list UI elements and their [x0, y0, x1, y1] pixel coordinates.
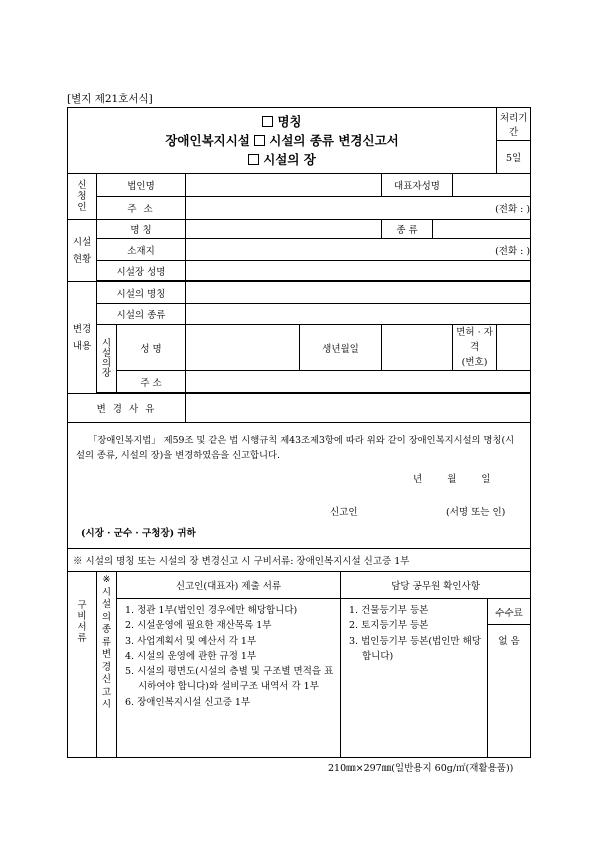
rep-name-field[interactable]: [453, 174, 531, 197]
applicant-address-field[interactable]: (전화 : ): [186, 197, 531, 220]
processing-period-value: 5일: [497, 141, 531, 174]
reporter-label: 신고인: [330, 507, 358, 518]
checkbox-name[interactable]: [262, 116, 273, 127]
rep-name-label: 대표자성명: [382, 174, 453, 197]
change-report-form: [67, 107, 531, 758]
list-item: 3. 법인등기부 등본(법인만 해당합니다): [349, 635, 481, 662]
facility-section-label: 시설 현황: [68, 220, 97, 282]
form-title: 명칭 장애인복지시설 시설의 종류 변경신고서 시설의 장: [68, 108, 497, 174]
change-person-name-field[interactable]: [186, 325, 300, 371]
facility-name-field[interactable]: [186, 220, 382, 239]
corp-name-field[interactable]: [186, 174, 382, 197]
change-address-label: 주 소: [117, 371, 186, 393]
paper-size-footer: 210㎜×297㎜(일반용지 60g/㎡(재활용품)): [328, 763, 514, 774]
change-address-field[interactable]: [186, 371, 531, 393]
list-item: 6. 장애인복지시설 신고증 1부: [125, 696, 251, 708]
checkbox-type[interactable]: [254, 135, 265, 146]
list-item: 5. 시설의 평면도(시설의 층별 및 구조별 면적을 표시하여야 합니다)와 설비구조 내역서 각 1부: [125, 666, 334, 693]
reason-field[interactable]: [186, 394, 531, 423]
facility-head-label: 시설장 성명: [97, 261, 186, 281]
submit-docs-list: [117, 599, 341, 758]
facility-name-label: 명 칭: [97, 220, 186, 239]
facility-type-label: 종 류: [382, 220, 433, 239]
list-item: 1. 정관 1부(법인인 경우에만 해당합니다): [125, 605, 298, 616]
birth-date-field[interactable]: [382, 325, 453, 371]
declaration-text: 「장애인복지법」 제59조 및 같은 법 시행규칙 제43조제3항에 따라 위와 같이 장애인복지시설의 명칭(시설의 종류, 시설의 장)을 변경하였음을 신고합니다.: [76, 435, 515, 461]
change-section-label: 변경 내용: [68, 282, 97, 394]
list-item: 4. 시설의 운영에 관한 규정 1부: [125, 650, 257, 662]
list-item: 2. 시설운영에 필요한 재산목록 1부: [125, 620, 272, 632]
change-name-label: 시설의 명칭: [97, 282, 186, 304]
facility-location-label: 소재지: [97, 239, 186, 261]
change-name-field[interactable]: [186, 282, 531, 304]
applicant-section-label: 신 청 인: [68, 174, 97, 220]
confirm-docs-list: [341, 599, 488, 758]
documents-sub-section-label: ※ 시 설 의 종 류 변 경 신 고 시: [97, 572, 117, 758]
change-type-field[interactable]: [186, 304, 531, 325]
facility-location-field[interactable]: (전화 : ): [186, 239, 531, 261]
required-docs-note: ※ 시설의 명칭 또는 시설의 장 변경신고 시 구비서류: 장애인복지시설 신고증 1부: [68, 549, 531, 572]
facility-head-field[interactable]: [186, 261, 531, 281]
documents-section-label: 구 비 서 류: [68, 572, 97, 758]
license-field[interactable]: [497, 325, 531, 371]
change-type-label: 시설의 종류: [97, 304, 186, 325]
processing-period-label: 처리기간: [497, 108, 531, 141]
submit-docs-header: 신고인(대표자) 제출 서류: [117, 572, 341, 599]
declaration-block: [68, 423, 531, 549]
list-item: 1. 건물등기부 등본: [349, 605, 429, 616]
birth-date-label: 생년월일: [300, 325, 382, 371]
corp-name-label: 법인명: [97, 174, 186, 197]
addressee-label: (시장 · 군수 · 구청장) 귀하: [81, 528, 196, 539]
facility-type-field[interactable]: [433, 220, 531, 239]
list-item: 2. 토지등기부 등본: [349, 620, 429, 632]
confirm-docs-header: 담당 공무원 확인사항: [341, 572, 531, 599]
signature-label: (서명 또는 인): [446, 507, 506, 518]
list-item: 3. 사업계획서 및 예산서 각 1부: [125, 635, 257, 647]
license-label: 면허 · 자격 (번호): [453, 325, 497, 371]
form-number-label: [별지 제21호서식]: [67, 93, 153, 105]
fee-label: 수수료: [488, 599, 531, 625]
reason-label: 변 경 사 유: [68, 394, 186, 423]
declaration-date: 년 월 일: [413, 474, 491, 485]
change-head-section: 시 설 의 장: [97, 325, 117, 393]
fee-value: 없 음: [488, 625, 531, 758]
applicant-address-label: 주 소: [97, 197, 186, 220]
checkbox-head[interactable]: [248, 154, 259, 165]
change-person-name-label: 성 명: [117, 325, 186, 371]
